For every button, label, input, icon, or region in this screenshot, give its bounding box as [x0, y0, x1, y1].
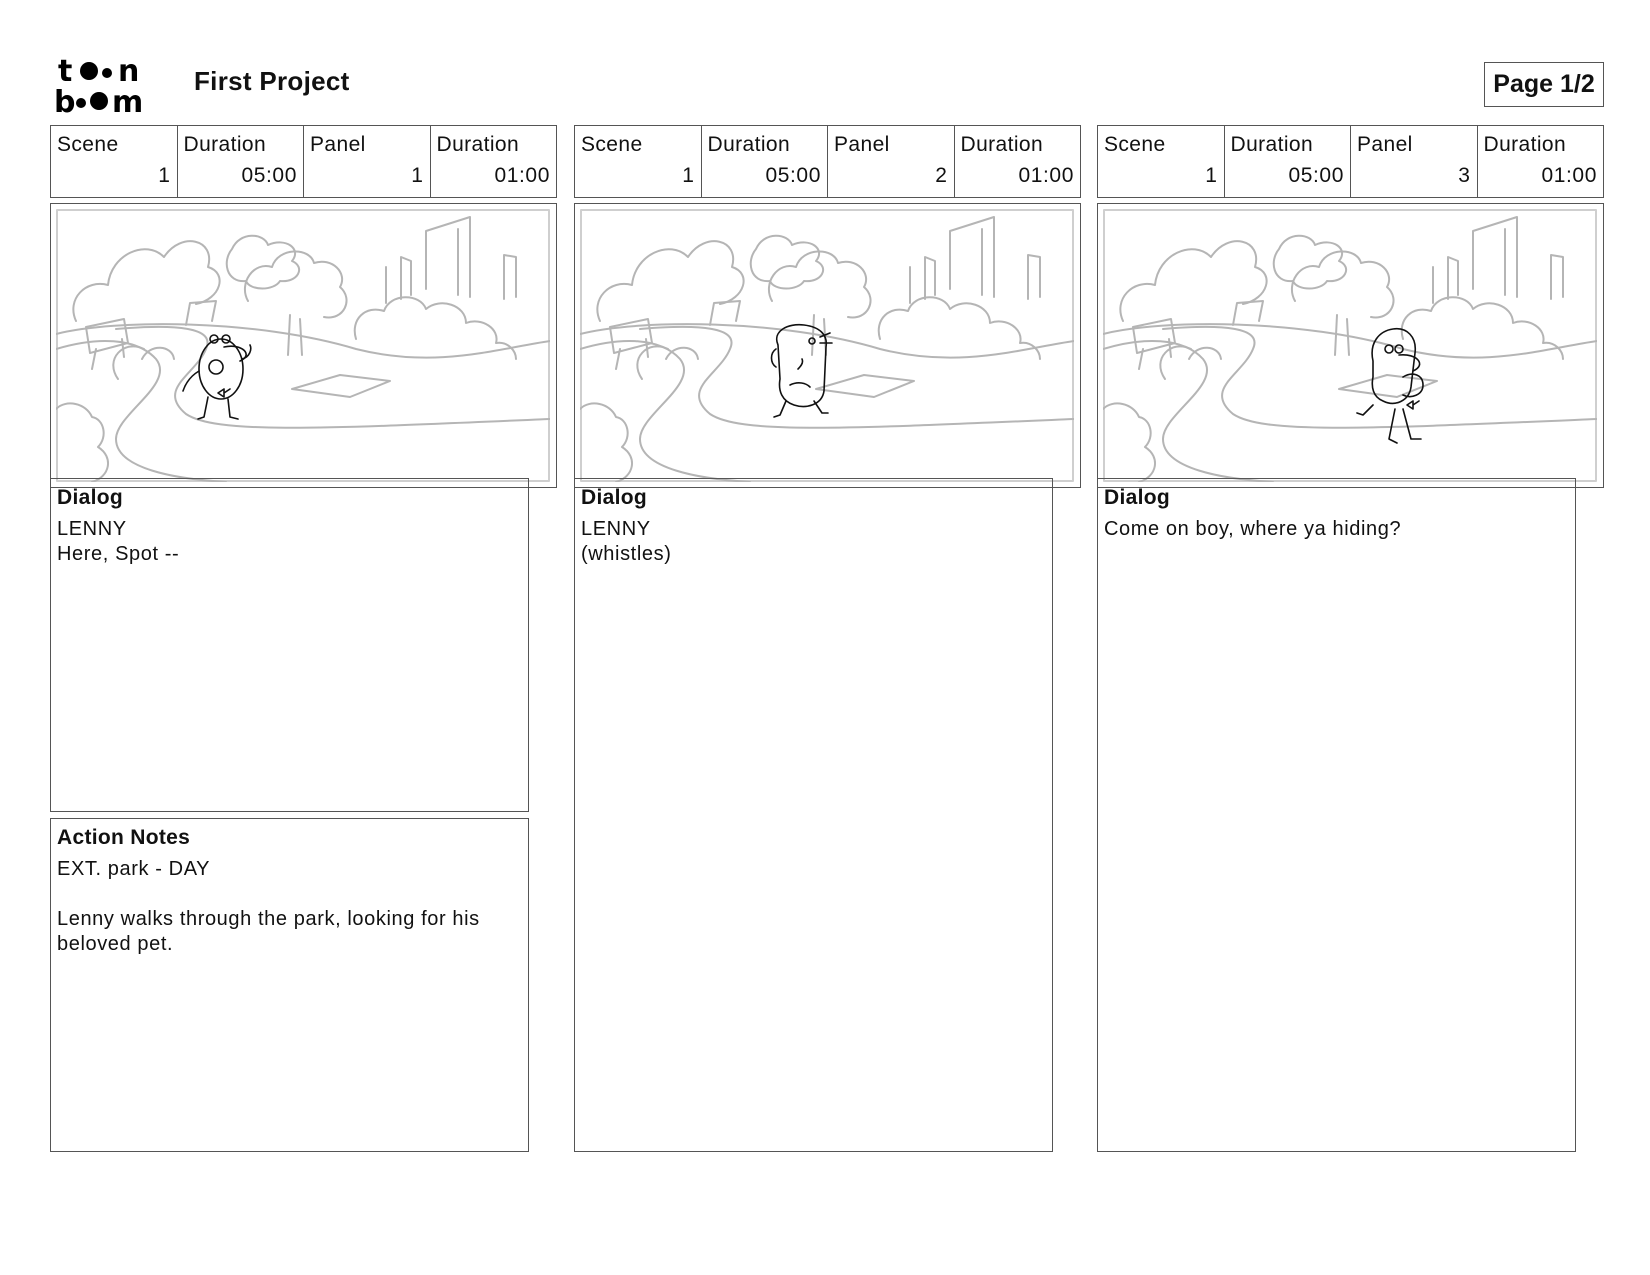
panel-cell [304, 126, 431, 197]
scene-label: Scene [1104, 133, 1166, 156]
svg-text:b: b [54, 85, 76, 116]
panel-duration-cell [431, 126, 557, 197]
panel-duration-label: Duration [960, 133, 1044, 156]
panel-image [574, 203, 1081, 488]
scene-duration-label: Duration [707, 133, 791, 156]
page-number: Page 1/2 [1484, 62, 1604, 107]
action-notes-line: Lenny walks through the park, looking for his [57, 908, 480, 930]
panel-duration-value: 01:00 [1018, 164, 1074, 187]
panel-label: Panel [310, 133, 366, 156]
scene-duration-label: Duration [183, 133, 267, 156]
scene-value: 1 [158, 164, 171, 187]
panel-duration-value: 01:00 [494, 164, 550, 187]
svg-text:t: t [58, 54, 73, 89]
action-notes-title: Action Notes [57, 826, 191, 849]
scene-label: Scene [581, 133, 643, 156]
panel-image [50, 203, 557, 488]
svg-text:n: n [118, 54, 140, 89]
panel-label: Panel [1357, 133, 1413, 156]
panel-cell [828, 126, 955, 197]
scene-cell [51, 126, 178, 197]
panel-label: Panel [834, 133, 890, 156]
scene-duration-label: Duration [1230, 133, 1314, 156]
project-title: First Project [194, 66, 350, 96]
dialog-line: LENNY [581, 518, 651, 540]
panel-duration-label: Duration [436, 133, 520, 156]
scene-duration-value: 05:00 [765, 164, 821, 187]
panel-duration-label: Duration [1483, 133, 1567, 156]
dialog-line: Come on boy, where ya hiding? [1104, 518, 1402, 540]
dialog-box [50, 478, 529, 812]
panel-info-table [1097, 125, 1604, 198]
panel-value: 1 [411, 164, 424, 187]
panel-value: 2 [935, 164, 948, 187]
dialog-title: Dialog [57, 486, 123, 509]
scene-value: 1 [1205, 164, 1218, 187]
action-notes-line: EXT. park - DAY [57, 858, 211, 880]
scene-label: Scene [57, 133, 119, 156]
panel-value: 3 [1458, 164, 1471, 187]
dialog-line: Here, Spot -- [57, 543, 180, 565]
panel-cell [1351, 126, 1478, 197]
dialog-title: Dialog [581, 486, 647, 509]
park-sketch [580, 209, 1074, 482]
scene-cell [575, 126, 702, 197]
scene-duration-cell [1225, 126, 1352, 197]
dialog-title: Dialog [1104, 486, 1170, 509]
action-notes-line: beloved pet. [57, 933, 174, 955]
dialog-line: LENNY [57, 518, 127, 540]
panel-info-table [574, 125, 1081, 198]
action-notes-box [50, 818, 529, 1152]
action-notes-line [57, 882, 522, 907]
park-sketch [56, 209, 550, 482]
scene-duration-value: 05:00 [1288, 164, 1344, 187]
dialog-box [1097, 478, 1576, 1152]
panel-duration-cell [1478, 126, 1604, 197]
scene-value: 1 [682, 164, 695, 187]
scene-duration-cell [702, 126, 829, 197]
svg-text:m: m [112, 85, 144, 116]
scene-cell [1098, 126, 1225, 197]
dialog-box [574, 478, 1053, 1152]
panel-duration-value: 01:00 [1541, 164, 1597, 187]
panel-image [1097, 203, 1604, 488]
panel-info-table [50, 125, 557, 198]
toon-boom-logo [54, 54, 170, 116]
park-sketch [1103, 209, 1597, 482]
scene-duration-value: 05:00 [241, 164, 297, 187]
panel-duration-cell [955, 126, 1081, 197]
scene-duration-cell [178, 126, 305, 197]
dialog-line: (whistles) [581, 543, 672, 565]
